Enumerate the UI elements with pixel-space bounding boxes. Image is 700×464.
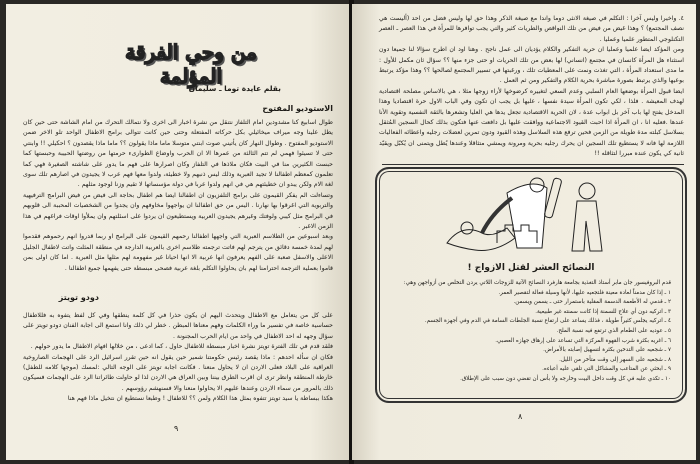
paragraph: ٤. واخيرا وليس آخرا : التكلم في صيغة الانثى دوما واندا مع صيغة الذكر وهذا حق لها وليس فضل من احد (أليست هي نصف المجتمع) ؟ وهذا غيض من فيض من تلك النواقص والطريات كثير والتي يجب توافرها للمرأة في هذا العصر ـ العصر التكنلوجي المتطور علميا وعمليا .: [379, 15, 684, 43]
left-page: [6, 4, 351, 460]
byline: بقلم عايدة توما ـ سليمان: [188, 84, 281, 93]
paragraph: على كل من يتعامل مع الاطفال ويتحدث اليهم ان يكون حذرا في كل كلمة ينطقها وفي كل لفظ يتفوه به فللاطفال حساسية خاصة في تفسير ما وراء الكلمات وفهم معناها المبطن . خطر لي ذلك وانا استمع الى اجابة الفنان دودو تويتز على سؤال وجهه له احد الاطفال في واحد من ايام الحرب المجنونة .: [23, 312, 333, 340]
paragraph: فكان ان سأله احدهم : ماذا يقصد رئيس حكومتنا شمير حين يقول انه حين تقرر اسرائيل الرد على الهجمات الصاروخية العراقية على البلاد فعلى الاردن ان لا يحاول منعنا . فكانت اجابة تويتز على الوجه التالي :لمسك (موجها كلامه للطفل) خارطة المنطقة وانظر ترى ان اقرب الطرق بيننا وبين العراق هي الاردن لذا لو حاولت طائراتنا الرد على الهجمات فسيكون ذلك بالمرور من سماء الاردن وعندها عليهم الا يحاولوا منعنا والا فسنهشم رؤوسهم .: [23, 353, 333, 392]
right-body: [379, 14, 684, 160]
tip-item: ٣ ـ اتركيه دون أي علاج للسمنة إذا كانت سمنته غير طبيعية.: [535, 308, 671, 315]
right-page: [352, 4, 696, 460]
paragraph: طوال اسابيع كنا مشدودين امام التلفاز نتنقل من نشرة اخبار الى اخرى ولا نتمالك التحرك من امام الشاشة حتى حين كان يطل علينا وجه ميراف ميخائيلي بكل حركاته المفتعلة وحتى حين كانت تتوالى برامج الاطفال الواحد تلو الاخر ضمن الاستوديو المفتوح . وطوال النهار كان يأتيني صوت ابنتي متوسلا ماما ماذا يقولون ؟؟ ماما ماذا يقصدون ؟ احكيلي !! وابنتي حتى لا تسيئوا فهمي لم تتم الثالثة من عمرها الا ان الحرب واوضاع الطوارىء حرمتها من روضتها الحبيبة وحبستها كما حبست الكثيرين منا في البيت فكان ملاذها في التلفاز وكان اصرارها على فهم ما يدور على شاشته الصغيرة فهي كما تعلمون كمعظم اطفالنا لا تجيد العبرية وذلك ليس ذنبهم ولا خطيئة، ولدوا معها فهم عرب لا يجيدون في اصارهم تلك سوى لغة الام ولكن يبدو ان خطيئتهم هي في انهم ولدوا عربا في دولة مؤسساتها لا تقيم وزنا لوجود مثلهم .: [23, 119, 333, 189]
tip-item: ٥ ـ عوديه على الطعام الذي ترتفع فيه نسبة الملح.: [556, 327, 671, 334]
paragraph: ومن المؤكد ايضا علميا وعمليا ان حرية التفكير والكلام يؤديان الى عمل ناجح . وهنا اود ان اطرح سؤالا لنا جميعا دون استثناء هل المرأة كانسان في مجتمع (انساني) لها بعض من تلك الحريات او حتى جزء منها ؟؟ سؤال ثان مكمل للأول : ما مدى استعداد المرأة ، التي تغذت ونمت على المعطيات تلك ، ورغبتها في تسيير المجتمع لصالحها ؟؟ وهذا مؤكد يرتبط بوعيها والذي يرتبط بصورة مباشرة بحرية الكلام والتفكير ومن ثم العمل .: [379, 46, 684, 85]
paragraph: فلقد قدم في تلك الفترة تويتز نشرة اخبار مبسطة للاطفال حاول ، كما ادعى ، من خلالها افهام الاطفال ما يدور حولهم .: [30, 343, 333, 351]
tip-item: ٦ ـ اغريه بكثرة شرب القهوة المركزة التي تساعد على إرهاق جهازه العصبي.: [495, 337, 671, 344]
section2-body: [23, 311, 333, 405]
tip-item: ٨ ـ شجعيه على السهر إلى وقت متأخر من الليل.: [559, 356, 671, 363]
divider: [382, 164, 684, 165]
paragraph: وبعد اسبوعين من الطلاسم العبرية التي واجهها اطفالنا رحمهم القيمون على البرامج او ربما قدروا انهم رحموهم فقدموا لهم لمدة خمسة دقائق من يترجم لهم فاتت ترجمته طلاسم اخرى بالعربية الدارجة في منطقة المثلث واتت لاطفال الجليل الاعلى والاسفل صعبة على الفهم يعرفون انها عربية الا انها احيانا غير مفهومة لهم مثلها مثل العبرية . اما كان اولى بمن قاموا بعملية الترجمة احترامنا لهم بان يحاولوا التكلم بلغة عربية فصحى مبسطة حتى يفهمها جميع اطفالنا .: [23, 233, 333, 272]
section-heading-open-studio: الاستوديو المفتوح: [262, 104, 333, 113]
tip-item: ٢ ـ قدمي له الأطعمة الدسمة المقلية باستمرار حتى ـ يسمن ويسمن.: [513, 299, 671, 306]
sidebar-box: [375, 167, 687, 403]
box-intro: قدم البروفيسور جان مابر أستاذ التغذية بجامعة هارفرد النصائح الآتية للزوجات اللاتي يردن التخلص من أزواجهن وهي:: [403, 280, 671, 286]
article-title: من وحي الفرقة المؤلمة: [125, 40, 257, 88]
tips-list: [395, 279, 671, 385]
page-number: ٩: [174, 424, 179, 433]
section1-body: [23, 118, 333, 274]
section-heading-dudu-topaz: دودو تويتز: [58, 293, 99, 302]
tip-item: ٧ ـ شجعيه على التدخين بكثرة لتسهيل إصابته بالأمراض.: [543, 347, 671, 354]
page-number: ٨: [518, 412, 523, 421]
paragraph: ايضا قبول المرأة بوضعها العام السلبي وعدم السعي لتغييره كرضوخها لأراء زوجها مثلا ، هي بالاساس مصلحة اقتصادية لهدف المعيشة . فلذا ، لكي تكون المرأة سيدة نفسها ، عليها بل يجب ان تكون وفي الباب الاول حرة اقتصاديا وهذا المدخل يفتح لها باب آخر بل ابواب عدة ، لان الحرية الاقتصادية تجعل يدها هي العليا وتشعرها بالثقة النفسية وتقوية الأنا عندها .فعليه انا ، ان المرأة اذا احبت القيود الاجتماعية ووافقت عليها بل دافعت عنها فتكون بذلك كحال السجين المُثقل بسلاسل كبلته مدة طويلة من الزمن فحين ترفع هذه السلاسل وهذه القيود ودون تمرين لعضلات رجليه واعطائه الفعاليات اللازمة لها فانه لا يستطيع تلك السجين ان يحرك رجليه بحرية ومرونة ويمشي متثاقلا وعندها يُطل ويتمنى ان يُكبّل ويقيّد ثانية كي يكون عنده مبررا لتثاقله !!: [379, 87, 684, 158]
box-title: النصائح العشر لقتل الازواج !: [467, 263, 595, 273]
tip-item: ٩ ـ ابحثي عن المتاعب والمشاكل التي تلقي عليه أعباءه.: [542, 366, 671, 373]
tip-item: ١ ـ إذا كان مدمناً لعادة معينة فلتجعيه عليها، لأنها وسيلة فعالة لتقصير العمر.: [498, 289, 671, 296]
cartoon-illustration: [437, 173, 627, 261]
paragraph: هكذا ببساطة يا سيد تويتز تتفوه بمثل هذا الكلام ولمن ؟؟ للاطفال ! وطبعا نستطيع ان نتخيل ماذا فهم هنا: [67, 395, 333, 403]
tip-item: ١٠ ـ تكدي عليه في كل وقت داخل البيت وخارجه ولا بأس أن تقضي دون سبب على الإطلاق.: [460, 375, 671, 382]
tip-item: ٤ ـ اتركيه يجلس كثيراً طويلة ، فذلك يساعد على ارتفاع نسبة الجلطات السامة في الدم وفي أجهزة الجسم.: [424, 318, 671, 325]
paragraph: وتساءلت الم يفكر القيمون على برامج التلفزيون ان اطفالنا ايضا هم اطفال بحاجة الى فيض من فيض البرامج الترفيهية والتربوية التي اغرقوا بها نهارنا . اليس من حق اطفالنا ان يواجهوا مخاوفهم وان يجدوا من الشخصيات المحببة الى قلوبهم في البرامج مثل كيبي ولوفتك وغيرهم يجيدون العربية ويستطيعون ان يردوا على اسئلتهم وان يملأوا اوقات فراغهم في هذا الزمن الاغبر .: [23, 191, 333, 231]
